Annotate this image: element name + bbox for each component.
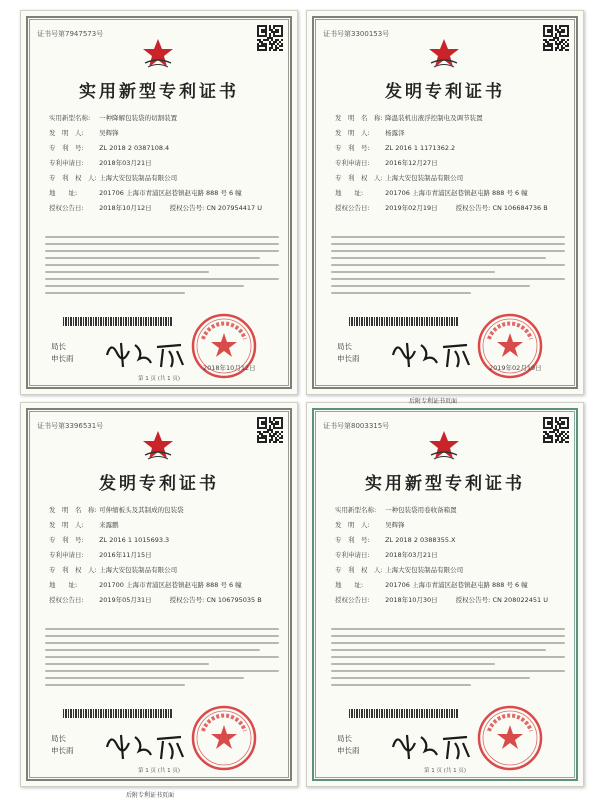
field-label: 实用新型名称: <box>335 506 377 514</box>
field-value: 一种降解包装袋的切割装置 <box>99 114 178 122</box>
certificate-number: 证书号第3396531号 <box>37 422 104 430</box>
certificate-3 <box>20 402 298 787</box>
emblem-icon <box>139 37 177 71</box>
caption-bottom-left: 后附专利证书页面 <box>126 792 175 799</box>
field-label: 地 址: <box>49 581 78 589</box>
emblem-icon <box>425 429 463 463</box>
body-paragraph <box>45 628 279 691</box>
field-row <box>49 578 279 593</box>
certificate-number: 证书号第3300153号 <box>323 30 390 38</box>
field-value: 2016年12月27日 <box>385 159 438 167</box>
field-label: 发 明 人: <box>335 521 370 529</box>
field-value: 杨露泽 <box>385 129 405 137</box>
field-row <box>49 518 279 533</box>
field-label: 发 明 名 称: <box>49 506 97 514</box>
field-label: 授权公告日: <box>335 596 370 604</box>
leader-name: 申长雨 <box>337 746 360 755</box>
field-value: ZL 2016 1 1171362.2 <box>385 144 456 152</box>
certificate-fields <box>49 111 279 216</box>
field-value: 2018年10月30日 <box>385 596 438 604</box>
field-value: 上海大安包装制品有限公司 <box>99 566 178 574</box>
seal-date: 2018年10月12日 <box>203 364 256 372</box>
emblem-icon <box>139 429 177 463</box>
certificate-4 <box>306 402 584 787</box>
field-value: 2019年05月31日 <box>99 596 152 604</box>
field-label: 地 址: <box>335 189 364 197</box>
field-label: 授权公告日: <box>335 204 370 212</box>
leader-name: 申长雨 <box>51 354 74 363</box>
field-label: 授权公告日: <box>49 596 84 604</box>
field-label: 实用新型名称: <box>49 114 91 122</box>
leader-title: 局长 <box>337 342 352 351</box>
leader-title: 局长 <box>337 734 352 743</box>
field-label: 专 利 权 人: <box>335 174 383 182</box>
leader-name: 申长雨 <box>51 746 74 755</box>
field-label: 专 利 号: <box>335 144 370 152</box>
field-label: 专 利 号: <box>335 536 370 544</box>
body-paragraph <box>331 628 565 691</box>
certificate-title: 发明专利证书 <box>385 82 505 102</box>
field-value: 上海大安包装制品有限公司 <box>385 174 464 182</box>
qr-code-icon <box>543 417 569 443</box>
field-label: 专 利 权 人: <box>49 566 97 574</box>
signature-icon <box>387 333 477 373</box>
field-label: 授权公告号: <box>455 204 491 212</box>
field-row <box>335 141 565 156</box>
field-value: 2018年03月21日 <box>385 551 438 559</box>
certificate-number: 证书号第7947573号 <box>37 30 104 38</box>
leader-title: 局长 <box>51 342 66 351</box>
barcode <box>63 709 173 718</box>
field-row <box>335 578 565 593</box>
field-row <box>49 563 279 578</box>
field-value: CN 106795035 B <box>206 596 262 604</box>
field-value: 可伸缩板头及其制成的包装袋 <box>99 506 184 514</box>
leader-title: 局长 <box>51 734 66 743</box>
field-label: 授权公告号: <box>169 204 205 212</box>
field-value: 2018年03月21日 <box>99 159 152 167</box>
field-label: 专 利 号: <box>49 536 84 544</box>
certificate-fields <box>335 111 565 216</box>
field-label: 专 利 号: <box>49 144 84 152</box>
field-value: ZL 2016 1 1015693.3 <box>99 536 170 544</box>
field-row <box>49 186 279 201</box>
field-row <box>335 171 565 186</box>
field-value: 201700 上海市青浦区赵巷镇赵屯路 888 号 6 幢 <box>99 581 242 589</box>
field-label: 地 址: <box>49 189 78 197</box>
certificate-title: 实用新型专利证书 <box>79 82 239 102</box>
certificate-fields <box>335 503 565 608</box>
page-footer: 第 1 页 (共 1 页) <box>137 376 181 382</box>
caption-top-right: 后附专利证书页面 <box>409 398 458 405</box>
field-label: 发 明 人: <box>335 129 370 137</box>
page-footer: 第 1 页 (共 1 页) <box>137 768 181 774</box>
certificate-1 <box>20 10 298 395</box>
field-row <box>49 533 279 548</box>
field-label: 授权公告号: <box>455 596 491 604</box>
field-row <box>49 156 279 171</box>
body-paragraph <box>45 236 279 299</box>
field-row <box>335 563 565 578</box>
seal-date: 2019年02月19日 <box>489 364 542 372</box>
qr-code-icon <box>543 25 569 51</box>
field-value: CN 207954417 U <box>206 204 262 212</box>
field-value: 上海大安包装制品有限公司 <box>99 174 178 182</box>
certificate-title: 发明专利证书 <box>99 474 219 494</box>
field-value: 降温装机出液浮控制电及调节装置 <box>385 114 483 122</box>
field-label: 专利申请日: <box>49 159 84 167</box>
field-value: 吴辉锋 <box>99 129 119 137</box>
field-label: 专利申请日: <box>335 159 370 167</box>
certificate-number: 证书号第8003315号 <box>323 422 390 430</box>
field-row <box>335 156 565 171</box>
field-row <box>49 111 279 126</box>
signature-icon <box>101 725 191 765</box>
field-label: 专利申请日: <box>49 551 84 559</box>
field-row <box>49 548 279 563</box>
field-row <box>335 533 565 548</box>
field-value: 2019年02月19日 <box>385 204 438 212</box>
field-value: CN 106684736 B <box>492 204 548 212</box>
signature-icon <box>387 725 477 765</box>
field-value: 201706 上海市青浦区赵巷镇赵屯路 888 号 6 幢 <box>99 189 242 197</box>
field-value: 一种包装袋用卷收备箱置 <box>385 506 457 514</box>
field-row <box>335 503 565 518</box>
certificate-2 <box>306 10 584 395</box>
field-value: ZL 2018 2 0388355.X <box>385 536 456 544</box>
official-seal-icon <box>475 703 545 773</box>
field-value: CN 208022451 U <box>492 596 548 604</box>
field-value: 来露鹏 <box>99 521 119 529</box>
field-row <box>335 548 565 563</box>
official-seal-icon <box>189 703 259 773</box>
field-value: 201706 上海市青浦区赵巷镇赵屯路 888 号 6 幢 <box>385 189 528 197</box>
field-label: 发 明 名 称: <box>335 114 383 122</box>
field-label: 专利申请日: <box>335 551 370 559</box>
qr-code-icon <box>257 417 283 443</box>
body-paragraph <box>331 236 565 299</box>
certificate-title: 实用新型专利证书 <box>365 474 525 494</box>
field-row <box>49 126 279 141</box>
field-row <box>49 201 279 216</box>
field-label: 专 利 权 人: <box>49 174 97 182</box>
field-value: 2018年10月12日 <box>99 204 152 212</box>
field-row <box>335 111 565 126</box>
field-row <box>335 518 565 533</box>
field-row <box>49 503 279 518</box>
signature-icon <box>101 333 191 373</box>
field-label: 发 明 人: <box>49 521 84 529</box>
leader-name: 申长雨 <box>337 354 360 363</box>
emblem-icon <box>425 37 463 71</box>
field-row <box>49 593 279 608</box>
page-footer: 第 1 页 (共 1 页) <box>423 768 467 774</box>
field-row <box>49 171 279 186</box>
field-value: 吴辉锋 <box>385 521 405 529</box>
field-value: 2016年11月15日 <box>99 551 152 559</box>
field-row <box>335 201 565 216</box>
field-row <box>335 593 565 608</box>
barcode <box>349 317 459 326</box>
field-value: 201706 上海市青浦区赵巷镇赵屯路 888 号 6 幢 <box>385 581 528 589</box>
field-label: 授权公告日: <box>49 204 84 212</box>
qr-code-icon <box>257 25 283 51</box>
field-row <box>335 186 565 201</box>
field-row <box>335 126 565 141</box>
barcode <box>63 317 173 326</box>
field-label: 授权公告号: <box>169 596 205 604</box>
field-value: ZL 2018 2 0387108.4 <box>99 144 170 152</box>
field-label: 发 明 人: <box>49 129 84 137</box>
certificate-fields <box>49 503 279 608</box>
field-label: 地 址: <box>335 581 364 589</box>
field-value: 上海大安包装制品有限公司 <box>385 566 464 574</box>
field-row <box>49 141 279 156</box>
field-label: 专 利 权 人: <box>335 566 383 574</box>
barcode <box>349 709 459 718</box>
